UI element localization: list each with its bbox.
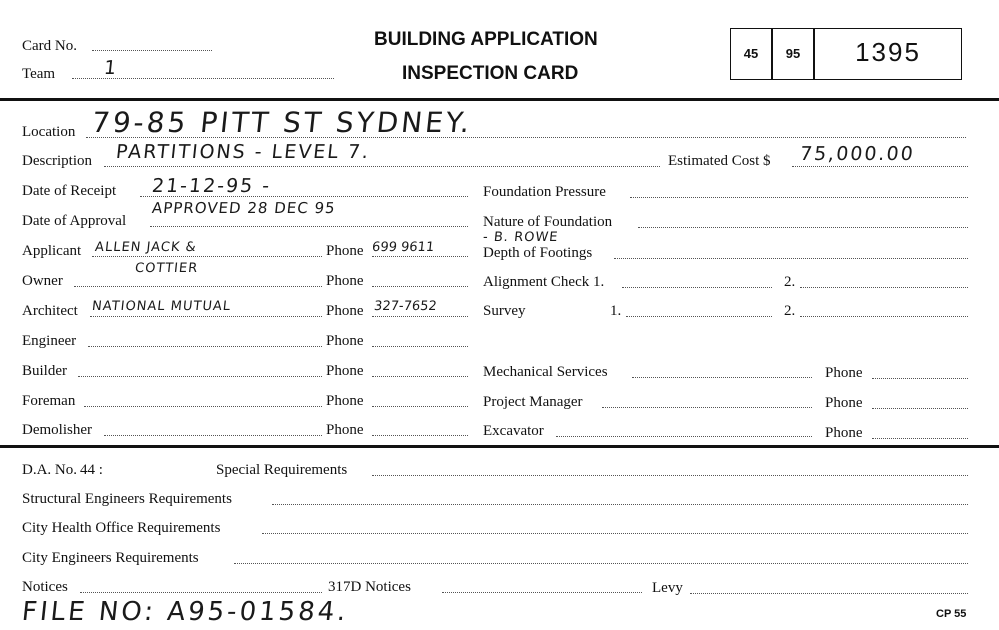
project-manager-phone-field[interactable] [872, 408, 968, 409]
inspector-note: - B. ROWE [482, 230, 560, 245]
date-of-receipt-value: 21-12-95 - [150, 175, 273, 197]
mechanical-services-label: Mechanical Services [483, 364, 608, 380]
project-manager-label: Project Manager [483, 394, 583, 410]
builder-label: Builder [22, 363, 67, 379]
special-requirements-field[interactable] [372, 475, 968, 476]
applicant-phone-label: Phone [326, 243, 364, 259]
survey-label: Survey [483, 303, 526, 319]
engineer-phone-field[interactable] [372, 346, 468, 347]
form-title-line1: BUILDING APPLICATION [374, 29, 598, 50]
city-health-field[interactable] [262, 533, 968, 534]
applicant-phone-value: 699 9611 [371, 240, 435, 255]
form-code: CP 55 [936, 608, 967, 620]
form-title-line2: INSPECTION CARD [402, 63, 579, 84]
notices-317d-label: 317D Notices [328, 579, 411, 595]
project-manager-phone-label: Phone [825, 395, 863, 411]
notices-317d-field[interactable] [442, 592, 642, 593]
card-number: 1395 [855, 37, 921, 67]
card-no-label: Card No. [22, 38, 77, 54]
alignment-check-2-label: 2. [784, 274, 796, 290]
excavator-phone-label: Phone [825, 425, 863, 441]
levy-field[interactable] [690, 593, 968, 594]
section-rule [0, 445, 999, 448]
survey-2-field[interactable] [800, 316, 968, 317]
applicant-value: ALLEN JACK & [94, 240, 198, 255]
architect-label: Architect [22, 303, 78, 319]
card-code-cell: 45 [743, 46, 759, 61]
estimated-cost-label: Estimated Cost $ [668, 153, 771, 169]
alignment-check-1-field[interactable] [622, 287, 772, 288]
special-requirements-label: Special Requirements [216, 462, 348, 478]
depth-of-footings-label: Depth of Footings [483, 245, 593, 261]
demolisher-field[interactable] [104, 435, 322, 436]
structural-engineers-field[interactable] [272, 504, 968, 505]
card-year-cell: 95 [785, 46, 801, 61]
engineer-label: Engineer [22, 333, 77, 349]
header-rule [0, 98, 999, 101]
demolisher-phone-field[interactable] [372, 435, 468, 436]
estimated-cost-value: 75,000.00 [798, 143, 916, 165]
foreman-phone-label: Phone [326, 393, 364, 409]
alignment-check-label: Alignment Check 1. [483, 274, 605, 290]
mechanical-phone-field[interactable] [872, 378, 968, 379]
nature-of-foundation-label: Nature of Foundation [483, 214, 613, 230]
builder-phone-label: Phone [326, 363, 364, 379]
excavator-phone-field[interactable] [872, 438, 968, 439]
architect-value: NATIONAL MUTUAL [91, 299, 232, 314]
team-value: 1 [102, 57, 120, 79]
survey-2-label: 2. [784, 303, 796, 319]
date-of-receipt-label: Date of Receipt [22, 183, 117, 199]
demolisher-label: Demolisher [22, 422, 92, 438]
applicant-label: Applicant [22, 243, 82, 259]
foreman-label: Foreman [22, 393, 76, 409]
city-engineers-field[interactable] [234, 563, 968, 564]
project-manager-field[interactable] [602, 407, 812, 408]
team-label: Team [22, 66, 56, 82]
survey-1-field[interactable] [626, 316, 772, 317]
applicant-value-cont: COTTIER [134, 261, 199, 276]
city-engineers-label: City Engineers Requirements [22, 550, 199, 566]
demolisher-phone-label: Phone [326, 422, 364, 438]
da-no-value: 44 : [80, 462, 103, 478]
owner-phone-field[interactable] [372, 286, 468, 287]
engineer-phone-label: Phone [326, 333, 364, 349]
builder-field[interactable] [78, 376, 322, 377]
city-health-label: City Health Office Requirements [22, 520, 221, 536]
structural-engineers-label: Structural Engineers Requirements [22, 491, 232, 507]
card-no-field[interactable] [92, 50, 212, 51]
builder-phone-field[interactable] [372, 376, 468, 377]
foundation-pressure-label: Foundation Pressure [483, 184, 606, 200]
depth-of-footings-field[interactable] [614, 258, 968, 259]
architect-phone-value: 327-7652 [373, 299, 438, 314]
description-label: Description [22, 153, 92, 169]
estimated-cost-field[interactable] [792, 166, 968, 167]
file-number: FILE NO: A95-01584. [20, 597, 351, 627]
foreman-phone-field[interactable] [372, 406, 468, 407]
da-no-label: D.A. No. [22, 462, 77, 478]
engineer-field[interactable] [88, 346, 322, 347]
architect-phone-label: Phone [326, 303, 364, 319]
description-field[interactable] [104, 166, 660, 167]
location-value: 79-85 PITT ST SYDNEY. [90, 106, 474, 139]
levy-label: Levy [652, 580, 683, 596]
date-of-approval-value: APPROVED 28 DEC 95 [151, 199, 337, 217]
notices-field[interactable] [80, 592, 322, 593]
location-label: Location [22, 124, 76, 140]
excavator-field[interactable] [556, 436, 812, 437]
alignment-check-2-field[interactable] [800, 287, 968, 288]
date-of-approval-field[interactable] [150, 226, 468, 227]
survey-1-label: 1. [610, 303, 622, 319]
mechanical-services-field[interactable] [632, 377, 812, 378]
owner-label: Owner [22, 273, 63, 289]
excavator-label: Excavator [483, 423, 544, 439]
notices-label: Notices [22, 579, 68, 595]
mechanical-phone-label: Phone [825, 365, 863, 381]
date-of-approval-label: Date of Approval [22, 213, 127, 229]
owner-field[interactable] [74, 286, 322, 287]
nature-of-foundation-field[interactable] [638, 227, 968, 228]
foreman-field[interactable] [84, 406, 322, 407]
description-value: PARTITIONS - LEVEL 7. [114, 141, 372, 163]
owner-phone-label: Phone [326, 273, 364, 289]
foundation-pressure-field[interactable] [630, 197, 968, 198]
